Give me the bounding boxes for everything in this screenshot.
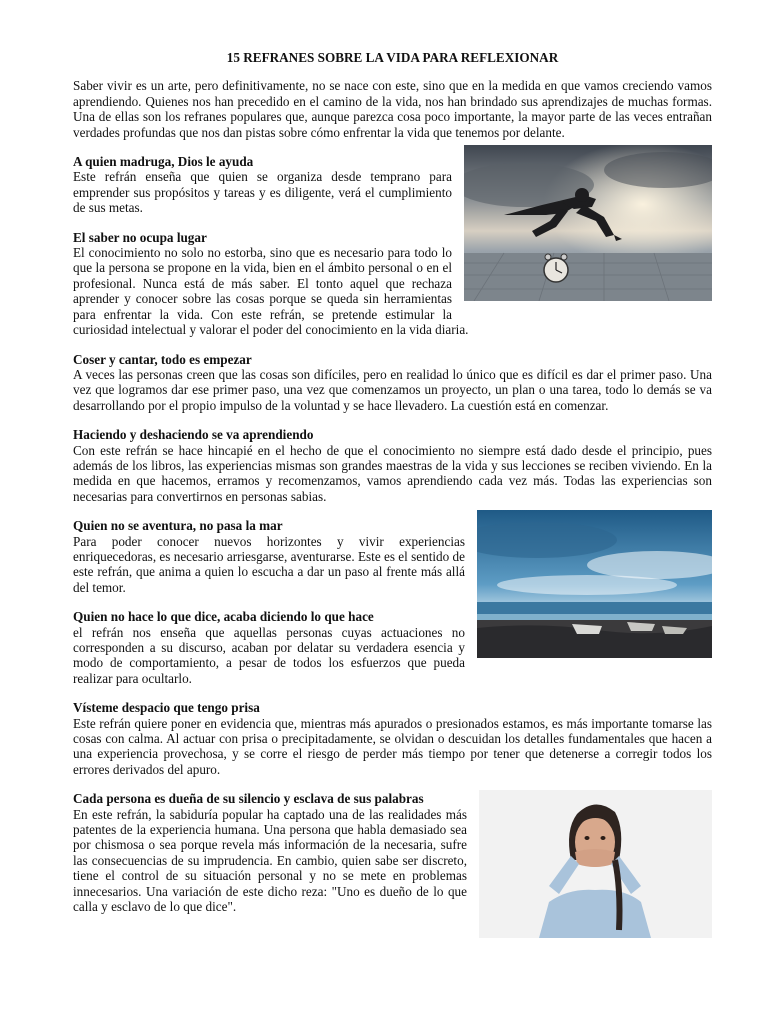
section-body: Con este refrán se hace hincapié en el hecho de que el conocimiento no siempre está dado desde el principio, pues además de los libros, las experiencias mismas son grandes maestras de la vida y sus lecciones se reciben viviendo. En la medida en que hacemos, erramos y recomenzamos, vamos aprendiendo cada vez más. Todas las experiencias son necesarias para convertirnos en personas sabias. (73, 442, 712, 504)
section-body: Este refrán quiere poner en evidencia que, mientras más apurados o presionados estamos, es más importante tomarse las cosas con calma. Al actuar con prisa o precipitadamente, se olvidan o descuidan los detalles fundamentales que hacen a una experiencia provechosa, y se corre el riesgo de perder más tiempo por tener que detenerse a corregir todos los errores derivados del apuro. (73, 715, 712, 777)
section-7 (73, 700, 712, 777)
intro-paragraph: Saber vivir es un arte, pero definitivamente, no se nace con este, sino que en la medida en que vamos creciendo vamos aprendiendo. Quienes nos han precedido en el camino de la vida, nos han brindado sus aprendizajes de muchas formas. Una de ellas son los refranes populares que, aunque parezca cosa poco importante, la mayor parte de las veces entrañan verdades profundas que nos dan pistas sobre cómo enfrentar la vida que tenemos por delante. (73, 78, 712, 140)
section-heading: Haciendo y deshaciendo se va aprendiendo (73, 427, 314, 443)
section-heading: Quien no hace lo que dice, acaba diciendo lo que hace (73, 609, 374, 625)
photo-beach-boats (477, 510, 712, 658)
section-5 (73, 518, 712, 595)
section-heading: Quien no se aventura, no pasa la mar (73, 518, 283, 534)
section-4 (73, 427, 712, 504)
section-heading: Vísteme despacio que tengo prisa (73, 700, 260, 716)
section-body: Para poder conocer nuevos horizontes y vivir experiencias enriquecedoras, es necesario arriesgarse, aventurarse. Este es el sentido de este refrán, que anima a quien lo escucha a dar un paso al frente más allá del temor. (73, 533, 465, 595)
section-body: A veces las personas creen que las cosas son difíciles, pero en realidad lo único que es difícil es dar el primer paso. Una vez que logramos dar ese primer paso, una vez que comenzamos un proyecto, un plan o una tarea, todo lo demás se va desarrollando por el propio impulso de la voluntad y se hace llevadero. La cuestión está en comenzar. (73, 366, 712, 413)
section-heading: A quien madruga, Dios le ayuda (73, 154, 254, 170)
section-8 (73, 791, 712, 914)
photo-man-running-clock (464, 145, 712, 301)
document-page (73, 50, 712, 944)
section-body: el refrán nos enseña que aquellas personas cuyas actuaciones no corresponden a su discurso, acaban por delatar su verdadera esencia y modo de comportamiento, a pesar de todos los esfuerzos que pueda realizar para ocultarlo. (73, 624, 465, 686)
section-3 (73, 352, 712, 414)
section-1 (73, 154, 712, 216)
section-heading: Cada persona es dueña de su silencio y esclava de sus palabras (73, 791, 424, 807)
section-heading: Coser y cantar, todo es empezar (73, 351, 252, 367)
section-heading: El saber no ocupa lugar (73, 229, 207, 245)
section-body: Este refrán enseña que quien se organiza desde temprano para emprender sus propósitos y tareas y es diligente, verá el cumplimiento de sus metas. (73, 169, 452, 216)
section-body: El conocimiento no solo no estorba, sino que es necesario para todo lo que la persona se propone en la vida, bien en el ámbito personal o en el profesional. Nunca está de más saber. El tonto aquel que rechaza aprender y conocer sobre las cosas porque se queda sin herramientas para enfrentar la vida. Con este refrán, se pretende estimular la curiosidad intelectual y valorar el poder del conocimiento en la vida diaria. (73, 245, 469, 338)
photo-woman-covering-mouth (479, 790, 712, 938)
document-title: 15 REFRANES SOBRE LA VIDA PARA REFLEXIONAR (226, 50, 559, 65)
section-body: En este refrán, la sabiduría popular ha captado una de las realidades más patentes de la experiencia humana. Una persona que habla demasiado sea por chismosa o sea porque revela más información de la necesaria, sufre las consecuencias de su imprudencia. En cambio, quien sabe ser discreto, tiene el control de su situación personal y no se mete en problemas innecesarios. Una variación de este dicho reza: "Uno es dueño de lo que calla y esclavo de lo que dice". (73, 806, 467, 915)
